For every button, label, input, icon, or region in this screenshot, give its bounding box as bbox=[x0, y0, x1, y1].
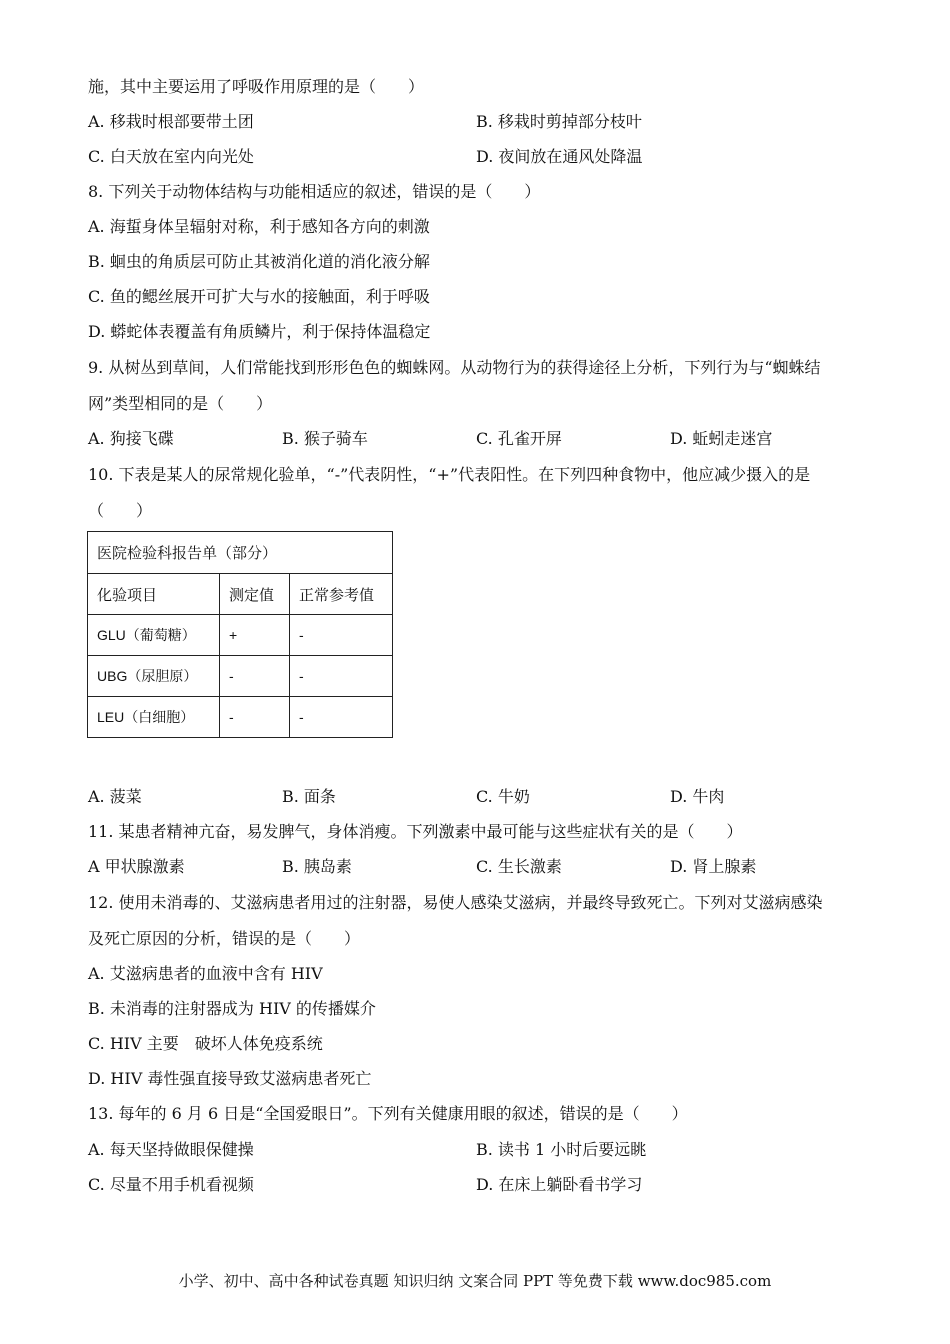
report-header-value: 测定值 bbox=[220, 574, 290, 615]
report-cell-item: LEU（白细胞） bbox=[88, 697, 220, 738]
q8-option-b: B. 蛔虫的角质层可防止其被消化道的消化液分解 bbox=[88, 252, 430, 271]
report-cell-item: UBG（尿胆原） bbox=[88, 656, 220, 697]
q7-option-d: D. 夜间放在通风处降温 bbox=[476, 147, 643, 166]
lab-report-table bbox=[87, 531, 393, 738]
report-cell-item: GLU（葡萄糖） bbox=[88, 615, 220, 656]
q9-option-d: D. 蚯蚓走迷宫 bbox=[670, 429, 773, 448]
report-cell-value: - bbox=[220, 697, 290, 738]
q9-option-b: B. 猴子骑车 bbox=[282, 429, 368, 448]
q7-option-a: A. 移栽时根部要带土团 bbox=[88, 112, 254, 131]
table-row bbox=[88, 697, 393, 738]
q8-stem: 8. 下列关于动物体结构与功能相适应的叙述，错误的是（ ） bbox=[88, 182, 541, 201]
q12-option-a: A. 艾滋病患者的血液中含有 HIV bbox=[88, 964, 323, 983]
report-cell-value: - bbox=[220, 656, 290, 697]
q13-stem: 13. 每年的 6 月 6 日是“全国爱眼日”。下列有关健康用眼的叙述，错误的是（ ） bbox=[88, 1104, 688, 1123]
q8-option-c: C. 鱼的鳃丝展开可扩大与水的接触面，利于呼吸 bbox=[88, 287, 430, 306]
q11-option-d: D. 肾上腺素 bbox=[670, 857, 757, 876]
report-header-reference: 正常参考值 bbox=[290, 574, 393, 615]
report-cell-reference: - bbox=[290, 656, 393, 697]
page-footer: 小学、初中、高中各种试卷真题 知识归纳 文案合同 PPT 等免费下载 www.doc985.com bbox=[178, 1272, 772, 1290]
q7-option-c: C. 白天放在室内向光处 bbox=[88, 147, 254, 166]
report-title: 医院检验科报告单（部分） bbox=[88, 532, 393, 574]
q12-option-b: B. 未消毒的注射器成为 HIV 的传播媒介 bbox=[88, 999, 376, 1018]
table-row bbox=[88, 615, 393, 656]
q10-option-a: A. 菠菜 bbox=[88, 787, 142, 806]
report-cell-reference: - bbox=[290, 615, 393, 656]
report-header-item: 化验项目 bbox=[88, 574, 220, 615]
q11-stem: 11. 某患者精神亢奋，易发脾气，身体消瘦。下列激素中最可能与这些症状有关的是（ ） bbox=[88, 822, 743, 841]
q7-option-b: B. 移栽时剪掉部分枝叶 bbox=[476, 112, 642, 131]
q12-option-d: D. HIV 毒性强直接导致艾滋病患者死亡 bbox=[88, 1069, 372, 1088]
q13-option-d: D. 在床上躺卧看书学习 bbox=[476, 1175, 643, 1194]
q13-option-c: C. 尽量不用手机看视频 bbox=[88, 1175, 254, 1194]
q13-option-a: A. 每天坚持做眼保健操 bbox=[88, 1140, 254, 1159]
q10-stem-line2: （ ） bbox=[88, 501, 153, 520]
q11-option-c: C. 生长激素 bbox=[476, 857, 562, 876]
q9-stem-line2: 网”类型相同的是（ ） bbox=[88, 394, 273, 413]
q10-stem-line1: 10. 下表是某人的尿常规化验单，“-”代表阴性，“+”代表阳性。在下列四种食物中，他应减少摄入的是 bbox=[88, 465, 811, 484]
q9-option-c: C. 孔雀开屏 bbox=[476, 429, 562, 448]
q10-option-c: C. 牛奶 bbox=[476, 787, 530, 806]
table-row bbox=[88, 656, 393, 697]
q12-stem-line1: 12. 使用未消毒的、艾滋病患者用过的注射器，易使人感染艾滋病，并最终导致死亡。下列对艾滋病感染 bbox=[88, 893, 823, 912]
q11-option-b: B. 胰岛素 bbox=[282, 857, 352, 876]
q12-stem-line2: 及死亡原因的分析，错误的是（ ） bbox=[88, 929, 361, 948]
q8-option-a: A. 海蜇身体呈辐射对称，利于感知各方向的刺激 bbox=[88, 217, 430, 236]
q10-option-b: B. 面条 bbox=[282, 787, 336, 806]
report-cell-value: + bbox=[220, 615, 290, 656]
q13-option-b: B. 读书 1 小时后要远眺 bbox=[476, 1140, 647, 1159]
q7-stem-end: 施，其中主要运用了呼吸作用原理的是（ ） bbox=[88, 77, 425, 96]
q9-stem-line1: 9. 从树丛到草间，人们常能找到形形色色的蜘蛛网。从动物行为的获得途径上分析，下列行为与“蜘蛛结 bbox=[88, 358, 821, 377]
q8-option-d: D. 蟒蛇体表覆盖有角质鳞片，利于保持体温稳定 bbox=[88, 322, 431, 341]
report-cell-reference: - bbox=[290, 697, 393, 738]
q12-option-c: C. HIV 主要 破坏人体免疫系统 bbox=[88, 1034, 323, 1053]
q9-option-a: A. 狗接飞碟 bbox=[88, 429, 174, 448]
q11-option-a: A 甲状腺激素 bbox=[88, 857, 185, 876]
q10-option-d: D. 牛肉 bbox=[670, 787, 725, 806]
